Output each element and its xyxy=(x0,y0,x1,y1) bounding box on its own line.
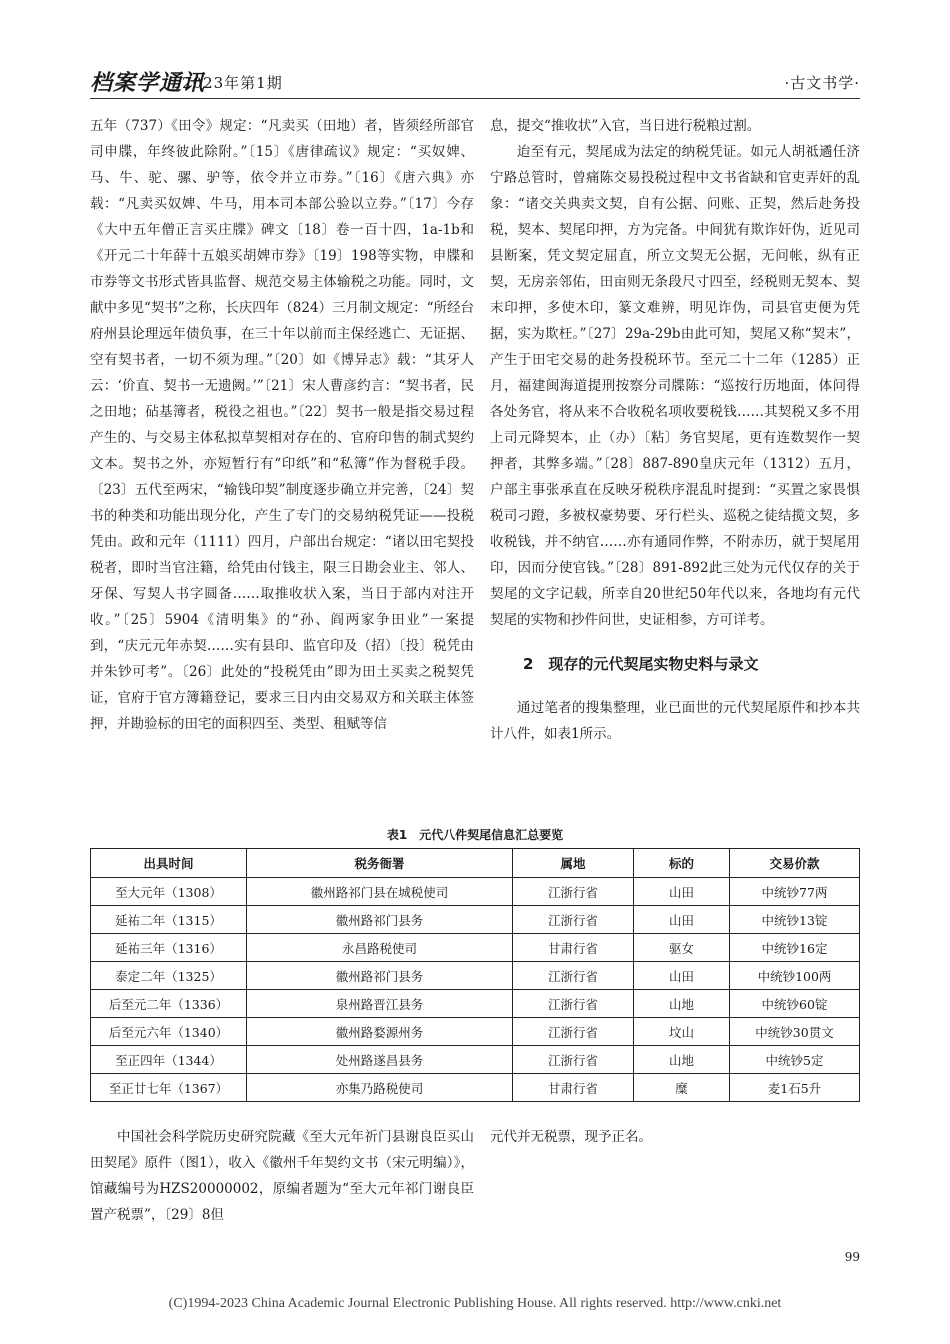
cell-object: 山田 xyxy=(634,962,730,990)
right-paragraph-1: 迨至有元，契尾成为法定的纳税凭证。如元人胡祗遹任济宁路总管时，曾痛陈交易投税过程中文书省缺和官吏弄奸的乱象：“诸交关典卖文契，自有公据、问账、正契，然后赴务投税，契本、契尾印押，方为完备。中间犹有欺诈奸伪，近见司县断案，凭文契定屈直，所立文契无公据，无问帐，纵有正契，无房亲邻佑，田亩则无条段尺寸四至，经税则无契本、契末印押，多使木印，篆文难辨，明见诈伪，司县官吏便为凭据，实为欺枉。”〔27〕29a-29b由此可知，契尾又称“契末”，产生于田宅交易的赴务投税环节。至元二十二年（1285）正月，福建闽海道提刑按察分司牒陈：“巡按行历地面，体问得各处务官，将从来不合收税名项收要税钱……其契税又多不用上司元降契本，止（办）〔粘〕务官契尾，更有连数契作一契押者，其弊多端。”〔28〕887-890皇庆元年（1312）五月，户部主事张承直在反映牙税秩序混乱时提到：“买置之家畏惧税司刁蹬，多被权豪势要、牙行栏头、巡税之徒结揽文契，多收税钱，并不纳官……亦有通同作弊，不附赤历，就于契尾用印，因而分使官钱。”〔28〕891-892此三处为元代仅存的关于契尾的文字记载，所幸自20世纪50年代以来，各地均有元代契尾的实物和抄件问世，史证相参，方可详考。 xyxy=(490,144,860,628)
cell-region: 江浙行省 xyxy=(513,990,634,1018)
bottom-left-paragraph: 中国社会科学院历史研究院藏《至大元年祈门县谢良臣买山田契尾》原件（图1），收入《徽州千年契约文书（宋元明编）》，馆藏编号为HZS20000002，原编者题为“至大元年祁门谢良臣置产税票”，〔29〕8但 xyxy=(90,1129,474,1223)
section-heading: 2 现存的元代契尾实物史料与录文 xyxy=(523,655,759,673)
header-object: 标的 xyxy=(634,849,730,878)
section-label: ·古文书学· xyxy=(784,74,860,92)
cell-date: 至大元年（1308） xyxy=(91,878,247,906)
table-row xyxy=(91,878,860,906)
cell-object: 坟山 xyxy=(634,1018,730,1046)
right-paragraph-2: 通过笔者的搜集整理，业已面世的元代契尾原件和抄本共计八件，如表1所示。 xyxy=(490,700,860,742)
cell-object: 糜 xyxy=(634,1074,730,1102)
cell-price: 麦1石5升 xyxy=(730,1074,860,1102)
cell-region: 江浙行省 xyxy=(513,906,634,934)
table-row xyxy=(91,990,860,1018)
table-row xyxy=(91,934,860,962)
cell-date: 至正四年（1344） xyxy=(91,1046,247,1074)
left-paragraph: 五年（737）《田令》规定：“凡卖买（田地）者，皆须经所部官司申牒，年终彼此除附。”〔15〕《唐律疏议》规定：“买奴婢、马、牛、驼、骡、驴等，依令并立市券。”〔16〕《唐六典》亦载：“凡卖买奴婢、牛马，用本司本部公验以立券。”〔17〕今存《大中五年僧正言买庄牒》碑文〔18〕卷一百十四，1a-1b和《开元二十年薛十五娘买胡婢市券》〔19〕198等实物，申牒和市券等文书形式皆具监督、规范交易主体输税之功能。同时，文献中多见“契书”之称，长庆四年（824）三月制文规定：“所经台府州县论理远年债负事，在三十年以前而主保经逃亡、无证据、空有契书者，一切不须为理。”〔20〕如《博异志》载：“其牙人云：‘价直、契书一无遗阙。’”〔21〕宋人曹彦约言：“契书者，民之田地；砧基簿者，税役之祖也。”〔22〕契书一般是指交易过程产生的、与交易主体私拟草契相对存在的、官府印售的制式契约文本。契书之外，亦短暂行有“印纸”和“私簿”作为督税手段。〔23〕五代至两宋，“输钱印契”制度逐步确立并完善，〔24〕契书的种类和功能出现分化，产生了专门的交易纳税凭证——投税凭由。政和元年（1111）四月，户部出台规定：“诸以田宅契投税者，即时当官注籍，给凭由付钱主，限三日勘会业主、邻人、牙保、写契人书字圆备……取推收状入案，当日于部内对注开收。”〔25〕5904《清明集》的“孙、阎两家争田业”一案提到，“庆元元年赤契……实有县印、监官印及（招）〔投〕税凭由并朱钞可考”。〔26〕此处的“投税凭由”即为田土买卖之税契凭证，官府于官方簿籍登记，要求三日内由交易双方和关联主体签押，并勘验标的田宅的面积四至、类型、租赋等信 xyxy=(90,118,474,732)
table-row xyxy=(91,906,860,934)
cell-price: 中统钞60锭 xyxy=(730,990,860,1018)
bottom-right-paragraph: 元代并无税票，现予正名。 xyxy=(490,1129,652,1145)
table-row xyxy=(91,1046,860,1074)
bottom-left-column xyxy=(90,1124,474,1228)
cell-object: 山田 xyxy=(634,878,730,906)
cell-date: 后至元六年（1340） xyxy=(91,1018,247,1046)
cell-region: 江浙行省 xyxy=(513,962,634,990)
cell-price: 中统钞5定 xyxy=(730,1046,860,1074)
right-continuation: 息，提交“推收状”入官，当日进行税粮过割。 xyxy=(490,118,761,134)
cell-date: 延祐二年（1315） xyxy=(91,906,247,934)
cell-object: 山地 xyxy=(634,990,730,1018)
cell-office: 徽州路祁门县在城税使司 xyxy=(247,878,513,906)
copyright-footer: (C)1994-2023 China Academic Journal Electronic Publishing House. All rights reserved. http://www.cnki.net xyxy=(168,1296,782,1311)
cell-price: 中统钞30贯文 xyxy=(730,1018,860,1046)
cell-object: 山地 xyxy=(634,1046,730,1074)
cell-date: 至正廿七年（1367） xyxy=(91,1074,247,1102)
cell-price: 中统钞77两 xyxy=(730,878,860,906)
journal-logo: 档案学通讯 xyxy=(90,70,206,96)
cell-price: 中统钞16定 xyxy=(730,934,860,962)
cell-date: 延祐三年（1316） xyxy=(91,934,247,962)
right-column xyxy=(490,113,860,747)
table-caption: 表1 元代八件契尾信息汇总要览 xyxy=(386,828,564,842)
cell-office: 徽州路婺源州务 xyxy=(247,1018,513,1046)
cell-region: 江浙行省 xyxy=(513,1046,634,1074)
bottom-right-column xyxy=(490,1124,860,1150)
cell-office: 徽州路祁门县务 xyxy=(247,962,513,990)
cell-date: 泰定二年（1325） xyxy=(91,962,247,990)
cell-office: 亦集乃路税使司 xyxy=(247,1074,513,1102)
cell-date: 后至元二年（1336） xyxy=(91,990,247,1018)
cell-object: 山田 xyxy=(634,906,730,934)
cell-office: 徽州路祁门县务 xyxy=(247,906,513,934)
table-row xyxy=(91,1018,860,1046)
header-region: 属地 xyxy=(513,849,634,878)
cell-price: 中统钞100两 xyxy=(730,962,860,990)
header-price: 交易价款 xyxy=(730,849,860,878)
page-header xyxy=(90,62,860,98)
header-date: 出具时间 xyxy=(91,849,247,878)
cell-region: 江浙行省 xyxy=(513,1018,634,1046)
cell-office: 泉州路晋江县务 xyxy=(247,990,513,1018)
table-header-row xyxy=(91,849,860,878)
table-row xyxy=(91,962,860,990)
cell-office: 处州路遂昌县务 xyxy=(247,1046,513,1074)
table-row xyxy=(91,1074,860,1102)
cell-office: 永昌路税使司 xyxy=(247,934,513,962)
page-number: 99 xyxy=(844,1250,860,1264)
left-column xyxy=(90,113,474,737)
cell-region: 甘肃行省 xyxy=(513,1074,634,1102)
cell-region: 甘肃行省 xyxy=(513,934,634,962)
cell-object: 驱女 xyxy=(634,934,730,962)
header-rule xyxy=(90,98,860,99)
header-office: 税务衙署 xyxy=(247,849,513,878)
contract-tail-table xyxy=(90,848,860,1102)
cell-price: 中统钞13锭 xyxy=(730,906,860,934)
issue-label: 2023年第1期 xyxy=(182,74,283,92)
cell-region: 江浙行省 xyxy=(513,878,634,906)
